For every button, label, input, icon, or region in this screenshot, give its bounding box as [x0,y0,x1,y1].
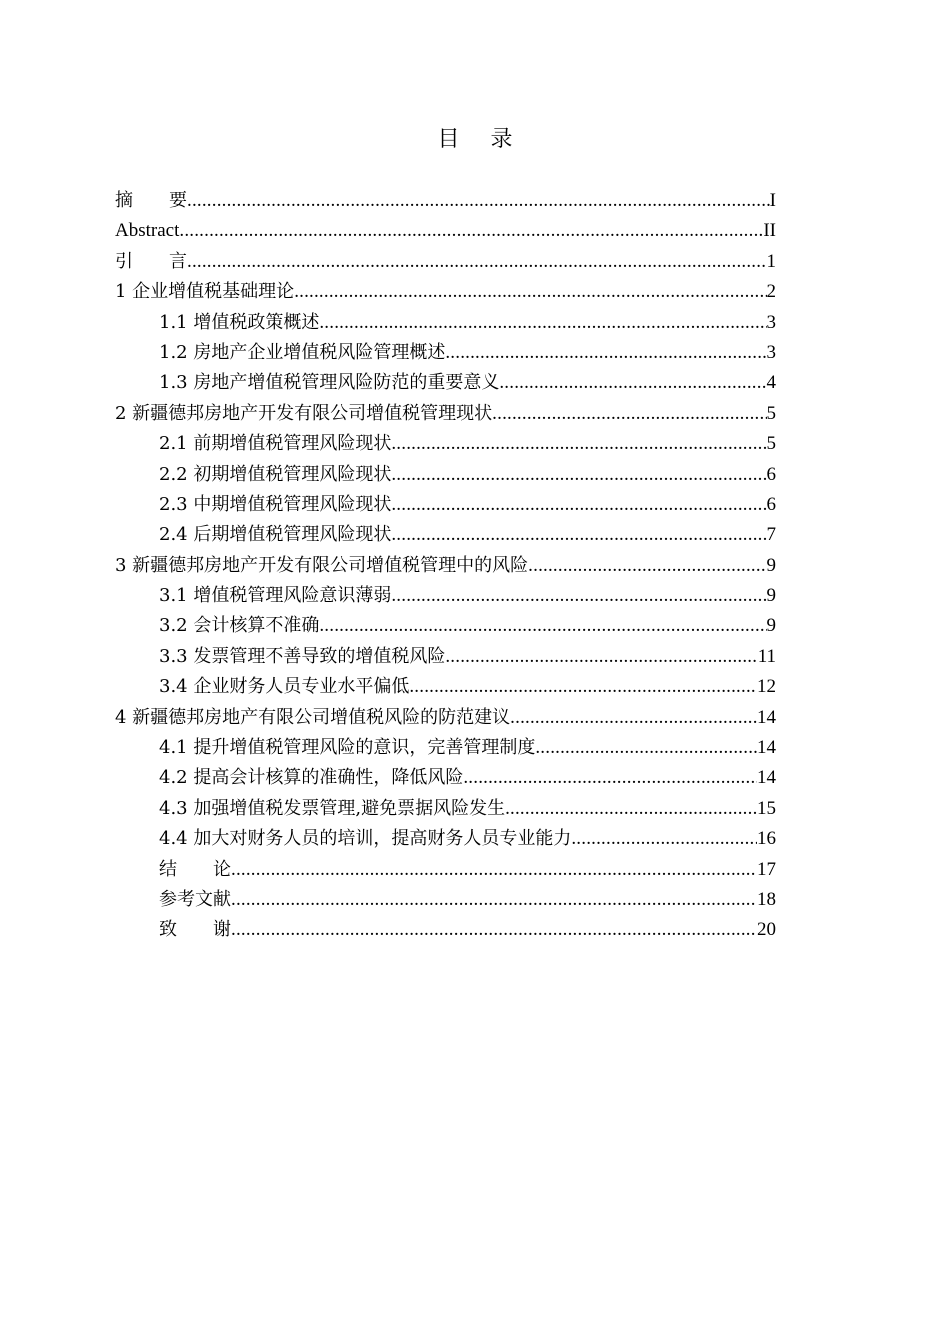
toc-entry-chapter-4[interactable] [115,703,776,733]
toc-entry-section-4-4[interactable] [115,824,776,854]
toc-entry-section-3-2[interactable] [115,611,776,641]
toc-entry-label: 4.3 加强增值税发票管理,避免票据风险发生 [159,797,506,819]
toc-entry-label: 摘 要 [115,190,187,211]
toc-entry-section-4-3[interactable] [115,794,776,824]
toc-entry-section-4-1[interactable] [115,733,776,763]
toc-entry-label: 结 论 [159,858,231,880]
toc-entry-section-2-4[interactable] [115,520,776,550]
toc-leader-dots [463,763,757,793]
toc-entry-page: 5 [766,433,776,455]
toc-leader-dots [535,733,757,763]
toc-entry-label: 1 企业增值税基础理论 [115,281,295,303]
toc-entry-section-2-1[interactable] [115,429,776,459]
toc-entry-label: 参考文献 [159,888,231,910]
toc-leader-dots [231,915,757,945]
toc-leader-dots [391,490,766,520]
toc-leader-dots [231,885,757,915]
toc-entry-section-1-3[interactable] [115,368,776,398]
toc-entry-conclusion[interactable] [115,855,776,885]
toc-entry-page: 1 [766,250,776,272]
toc-entry-chapter-1[interactable] [115,277,776,307]
toc-entry-page: 6 [766,463,776,485]
toc-entry-page: 14 [757,767,776,789]
toc-entry-page: 18 [757,888,776,910]
toc-entry-label: 3.1 增值税管理风险意识薄弱 [159,585,392,607]
toc-leader-dots [571,824,757,854]
toc-entry-page: 12 [757,676,776,698]
toc-entry-page: 3 [766,341,776,363]
toc-title: 目 录 [437,127,525,152]
toc-entry-section-3-1[interactable] [115,581,776,611]
toc-leader-dots [179,216,763,246]
toc-entry-page: 9 [766,585,776,607]
toc-entry-section-1-2[interactable] [115,338,776,368]
toc-entry-abstract-en[interactable] [115,216,776,246]
toc-entry-label: 3.4 企业财务人员专业水平偏低 [159,676,410,698]
toc-entry-page: I [769,190,776,211]
toc-entry-label: 3 新疆德邦房地产开发有限公司增值税管理中的风险 [115,554,529,576]
toc-entry-label: 4.4 加大对财务人员的培训，提高财务人员专业能力 [159,828,572,850]
toc-leader-dots [231,855,757,885]
toc-entry-page: 17 [757,858,776,880]
toc-list [115,186,776,946]
toc-entry-page: 11 [757,645,776,667]
toc-entry-page: 2 [766,281,776,303]
toc-entry-label: 引 言 [115,250,187,272]
toc-leader-dots [445,642,757,672]
toc-entry-page: 20 [757,919,776,941]
toc-entry-chapter-2[interactable] [115,399,776,429]
toc-leader-dots [294,277,766,307]
toc-entry-section-3-3[interactable] [115,642,776,672]
toc-leader-dots [499,368,766,398]
toc-entry-chapter-3[interactable] [115,551,776,581]
toc-entry-section-4-2[interactable] [115,763,776,793]
toc-entry-page: 14 [757,737,776,759]
toc-entry-page: 14 [757,706,776,728]
toc-leader-dots [391,520,766,550]
toc-entry-label: 1.1 增值税政策概述 [159,311,320,333]
toc-entry-references[interactable] [115,885,776,915]
toc-entry-label: 1.2 房地产企业增值税风险管理概述 [159,341,446,363]
toc-leader-dots [445,338,766,368]
toc-entry-label: 2.1 前期增值税管理风险现状 [159,433,392,455]
toc-entry-section-2-2[interactable] [115,460,776,490]
toc-entry-label: 3.2 会计核算不准确 [159,615,320,637]
toc-leader-dots [510,703,757,733]
toc-entry-label: 4 新疆德邦房地产有限公司增值税风险的防范建议 [115,706,511,728]
toc-entry-introduction[interactable] [115,247,776,277]
toc-entry-label: 4.2 提高会计核算的准确性，降低风险 [159,767,464,789]
toc-entry-section-1-1[interactable] [115,308,776,338]
toc-entry-label: 致 谢 [159,919,231,941]
toc-entry-section-3-4[interactable] [115,672,776,702]
toc-entry-label: 4.1 提升增值税管理风险的意识，完善管理制度 [159,737,536,759]
toc-entry-label: 3.3 发票管理不善导致的增值税风险 [159,645,446,667]
toc-leader-dots [492,399,766,429]
toc-leader-dots [319,308,766,338]
toc-leader-dots [391,460,766,490]
toc-entry-label: 2.3 中期增值税管理风险现状 [159,493,392,515]
toc-leader-dots [409,672,757,702]
toc-leader-dots [505,794,757,824]
toc-entry-page: 9 [766,615,776,637]
toc-entry-page: 16 [757,828,776,850]
toc-leader-dots [528,551,766,581]
toc-entry-acknowledgements[interactable] [115,915,776,945]
toc-leader-dots [187,247,767,277]
toc-entry-label: 1.3 房地产增值税管理风险防范的重要意义 [159,372,500,394]
toc-leader-dots [319,611,766,641]
toc-entry-abstract-cn[interactable] [115,186,776,216]
toc-entry-label: 2.4 后期增值税管理风险现状 [159,524,392,546]
toc-entry-page: 4 [766,372,776,394]
toc-entry-label: 2.2 初期增值税管理风险现状 [159,463,392,485]
toc-entry-label: Abstract [115,220,180,242]
toc-entry-page: 5 [766,402,776,424]
toc-leader-dots [391,581,766,611]
toc-entry-page: 6 [766,493,776,515]
toc-entry-page: 15 [757,797,776,819]
toc-entry-section-2-3[interactable] [115,490,776,520]
toc-leader-dots [391,429,766,459]
toc-entry-page: 9 [766,554,776,576]
toc-leader-dots [187,186,770,216]
toc-entry-label: 2 新疆德邦房地产开发有限公司增值税管理现状 [115,402,493,424]
toc-entry-page: 7 [766,524,776,546]
toc-entry-page: 3 [766,311,776,333]
toc-entry-page: II [763,220,776,242]
